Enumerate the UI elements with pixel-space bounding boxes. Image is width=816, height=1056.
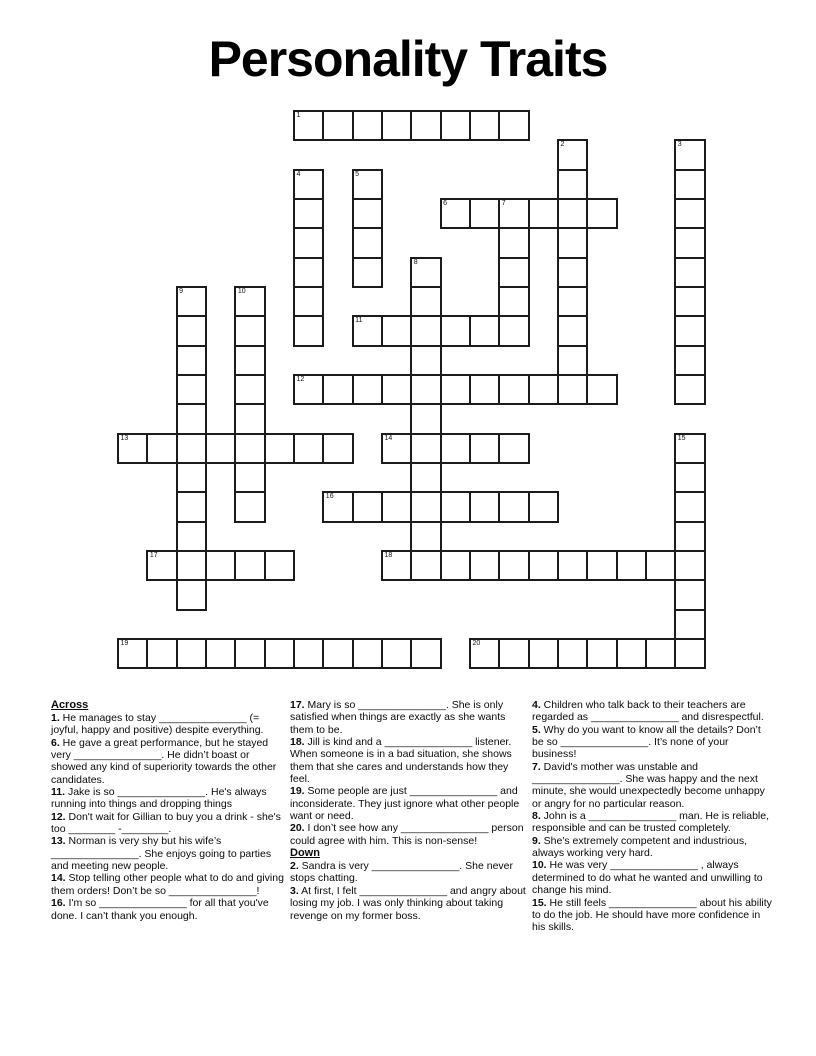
grid-cell-r0c9[interactable] <box>381 110 412 141</box>
clue-number: 15. <box>532 896 547 909</box>
clue-11: 11. Jake is so _______________. He's always running into things and dropping things <box>51 786 267 811</box>
grid-cell-r3c14[interactable] <box>528 198 559 229</box>
grid-cell-r0c7[interactable] <box>322 110 353 141</box>
grid-cell-r11c11[interactable] <box>440 433 471 464</box>
grid-cell-r15c2[interactable] <box>176 550 207 581</box>
clue-14: 14. Stop telling other people what to do and giving them orders! Don’t be so _______________! <box>51 872 284 897</box>
clue-20: 20. I don’t see how any _______________ person could agree with him. This is non-sense! <box>290 822 524 847</box>
grid-cell-r18c12[interactable] <box>469 638 500 669</box>
clue-number: 5. <box>532 723 541 736</box>
grid-cell-r7c12[interactable] <box>469 315 500 346</box>
grid-cell-r11c5[interactable] <box>264 433 295 464</box>
clue-number: 17. <box>290 699 305 711</box>
clue-18: 18. Jill is kind and a _______________ listener. When someone is in a bad situation, she shows them that she cares and understands how they feel. <box>290 736 512 786</box>
grid-cell-r15c16[interactable] <box>586 550 617 581</box>
grid-cell-r13c14[interactable] <box>528 491 559 522</box>
cell-number-18: 18 <box>384 551 393 559</box>
grid-cell-r2c8[interactable] <box>352 169 383 200</box>
clues-column-2 <box>290 699 527 922</box>
grid-cell-r18c10[interactable] <box>410 638 441 669</box>
clue-8: 8. John is a _______________ man. He is reliable, responsible and can be trusted completely. <box>532 810 770 835</box>
grid-cell-r9c12[interactable] <box>469 374 500 405</box>
cell-number-1: 1 <box>296 112 301 119</box>
grid-cell-r2c19[interactable] <box>674 169 705 200</box>
grid-cell-r15c12[interactable] <box>469 550 500 581</box>
grid-cell-r7c9[interactable] <box>381 315 412 346</box>
grid-cell-r5c10[interactable] <box>410 257 441 288</box>
cell-number-2: 2 <box>560 141 565 149</box>
grid-cell-r3c6[interactable] <box>293 198 324 229</box>
clue-number: 7. <box>532 760 541 773</box>
grid-cell-r18c15[interactable] <box>557 638 588 669</box>
grid-cell-r11c12[interactable] <box>469 433 500 464</box>
grid-cell-r6c13[interactable] <box>498 286 529 317</box>
grid-cell-r13c13[interactable] <box>498 491 529 522</box>
grid-cell-r7c6[interactable] <box>293 315 324 346</box>
grid-cell-r11c2[interactable] <box>176 433 207 464</box>
grid-cell-r6c10[interactable] <box>410 286 441 317</box>
clue-number: 19. <box>290 785 305 798</box>
grid-cell-r15c19[interactable] <box>674 550 705 581</box>
grid-cell-r15c3[interactable] <box>205 550 236 581</box>
grid-cell-r18c5[interactable] <box>264 638 295 669</box>
grid-cell-r0c11[interactable] <box>440 110 471 141</box>
clue-number: 10. <box>532 859 547 872</box>
grid-cell-r13c2[interactable] <box>176 491 207 522</box>
grid-cell-r1c19[interactable] <box>674 139 705 170</box>
grid-cell-r15c15[interactable] <box>557 550 588 581</box>
clue-number: 1. <box>51 712 60 724</box>
grid-cell-r4c19[interactable] <box>674 227 705 258</box>
grid-cell-r18c9[interactable] <box>381 638 412 669</box>
clue-12: 12. Don't wait for Gillian to buy you a drink - she's too ________ -________. <box>51 810 281 836</box>
cell-number-6: 6 <box>443 199 448 207</box>
grid-cell-r3c16[interactable] <box>586 198 617 229</box>
grid-cell-r15c1[interactable] <box>146 550 177 581</box>
grid-cell-r9c16[interactable] <box>586 374 617 405</box>
grid-cell-r2c6[interactable] <box>293 169 324 200</box>
grid-cell-r6c15[interactable] <box>557 286 588 317</box>
grid-cell-r8c15[interactable] <box>557 345 588 376</box>
grid-cell-r0c8[interactable] <box>352 110 383 141</box>
grid-cell-r9c7[interactable] <box>322 374 353 405</box>
grid-cell-r6c4[interactable] <box>234 286 265 317</box>
cell-number-14: 14 <box>384 434 393 442</box>
grid-cell-r11c9[interactable] <box>381 433 412 464</box>
grid-cell-r5c15[interactable] <box>557 257 588 288</box>
grid-cell-r12c10[interactable] <box>410 462 441 493</box>
grid-cell-r3c11[interactable] <box>440 198 471 229</box>
grid-cell-r15c18[interactable] <box>645 550 676 581</box>
grid-cell-r18c1[interactable] <box>146 638 177 669</box>
grid-cell-r17c19[interactable] <box>674 609 705 640</box>
clue-16: 16. I'm so _______________ for all that you've done. I can’t thank you enough. <box>51 897 269 922</box>
grid-cell-r16c2[interactable] <box>176 579 207 610</box>
clue-19: 19. Some people are just _______________ and inconsiderate. They just ignore what other people want or need. <box>290 785 520 823</box>
cell-number-8: 8 <box>413 258 418 266</box>
grid-cell-r13c8[interactable] <box>352 491 383 522</box>
grid-cell-r8c2[interactable] <box>176 345 207 376</box>
clues-header-down: Down <box>290 847 320 860</box>
grid-cell-r13c10[interactable] <box>410 491 441 522</box>
grid-cell-r18c18[interactable] <box>645 638 676 669</box>
clue-13: 13. Norman is very shy but his wife’s _______________. She enjoys going to parties and meeting new people. <box>51 835 272 873</box>
grid-cell-r0c6[interactable] <box>293 110 324 141</box>
grid-cell-r13c19[interactable] <box>674 491 705 522</box>
grid-cell-r9c19[interactable] <box>674 374 705 405</box>
grid-cell-r13c12[interactable] <box>469 491 500 522</box>
grid-cell-r9c10[interactable] <box>410 374 441 405</box>
grid-cell-r11c6[interactable] <box>293 433 324 464</box>
grid-cell-r12c2[interactable] <box>176 462 207 493</box>
grid-cell-r18c13[interactable] <box>498 638 529 669</box>
grid-cell-r10c4[interactable] <box>234 403 265 434</box>
grid-cell-r13c7[interactable] <box>322 491 353 522</box>
cell-number-13: 13 <box>120 434 129 442</box>
grid-cell-r18c0[interactable] <box>117 638 148 669</box>
clue-5: 5. Why do you want to know all the details? Don’t be so _______________. It’s none of your business! <box>532 723 761 761</box>
grid-cell-r13c4[interactable] <box>234 491 265 522</box>
grid-cell-r14c19[interactable] <box>674 521 705 552</box>
clue-4: 4. Children who talk back to their teachers are regarded as _______________ and disrespectful. <box>532 699 764 724</box>
grid-cell-r1c15[interactable] <box>557 139 588 170</box>
grid-cell-r5c8[interactable] <box>352 257 383 288</box>
grid-cell-r15c9[interactable] <box>381 550 412 581</box>
grid-cell-r9c9[interactable] <box>381 374 412 405</box>
clue-number: 3. <box>290 884 299 897</box>
grid-cell-r15c13[interactable] <box>498 550 529 581</box>
grid-cell-r14c2[interactable] <box>176 521 207 552</box>
grid-cell-r6c2[interactable] <box>176 286 207 317</box>
clue-3: 3. At first, I felt _______________ and angry about losing my job. I was only thinking about taking revenge on my former boss. <box>290 884 526 922</box>
grid-cell-r5c19[interactable] <box>674 257 705 288</box>
grid-cell-r12c4[interactable] <box>234 462 265 493</box>
clue-number: 9. <box>532 834 541 847</box>
cell-number-5: 5 <box>355 170 360 178</box>
grid-cell-r8c4[interactable] <box>234 345 265 376</box>
cell-number-9: 9 <box>179 287 184 295</box>
clue-2: 2. Sandra is very _______________. She never stops chatting. <box>290 860 514 885</box>
grid-cell-r18c14[interactable] <box>528 638 559 669</box>
grid-cell-r11c4[interactable] <box>234 433 265 464</box>
grid-cell-r18c6[interactable] <box>293 638 324 669</box>
grid-cell-r15c14[interactable] <box>528 550 559 581</box>
clue-6: 6. He gave a great performance, but he stayed very _______________. He didn’t boast or showed any kind of superiority towards the other candidates. <box>51 736 277 786</box>
clue-17: 17. Mary is so _______________. She is only satisfied when things are exactly as she wants them to be. <box>290 699 506 736</box>
grid-cell-r9c14[interactable] <box>528 374 559 405</box>
grid-cell-r5c6[interactable] <box>293 257 324 288</box>
grid-cell-r7c8[interactable] <box>352 315 383 346</box>
grid-cell-r4c13[interactable] <box>498 227 529 258</box>
grid-cell-r16c19[interactable] <box>674 579 705 610</box>
grid-cell-r4c6[interactable] <box>293 227 324 258</box>
grid-cell-r15c11[interactable] <box>440 550 471 581</box>
cell-number-10: 10 <box>237 287 246 295</box>
grid-cell-r7c11[interactable] <box>440 315 471 346</box>
grid-cell-r4c15[interactable] <box>557 227 588 258</box>
grid-cell-r9c6[interactable] <box>293 374 324 405</box>
grid-cell-r18c16[interactable] <box>586 638 617 669</box>
clue-15: 15. He still feels _______________ about his ability to do the job. He should have more confidence in his skills. <box>532 896 772 934</box>
grid-cell-r3c13[interactable] <box>498 198 529 229</box>
grid-cell-r18c7[interactable] <box>322 638 353 669</box>
clues-header-across: Across <box>51 699 89 711</box>
grid-cell-r18c17[interactable] <box>616 638 647 669</box>
clues-column-1 <box>51 699 284 922</box>
grid-cell-r6c19[interactable] <box>674 286 705 317</box>
clue-number: 13. <box>51 835 66 848</box>
grid-cell-r7c13[interactable] <box>498 315 529 346</box>
grid-cell-r8c10[interactable] <box>410 345 441 376</box>
clue-number: 12. <box>51 810 66 823</box>
grid-cell-r15c5[interactable] <box>264 550 295 581</box>
clue-number: 11. <box>51 786 66 799</box>
grid-cell-r9c4[interactable] <box>234 374 265 405</box>
cell-number-15: 15 <box>677 434 686 442</box>
grid-cell-r18c8[interactable] <box>352 638 383 669</box>
cell-number-17: 17 <box>149 551 158 559</box>
grid-cell-r3c12[interactable] <box>469 198 500 229</box>
grid-cell-r9c15[interactable] <box>557 374 588 405</box>
grid-cell-r7c10[interactable] <box>410 315 441 346</box>
grid-cell-r6c6[interactable] <box>293 286 324 317</box>
clues-column-3 <box>532 699 774 934</box>
grid-cell-r10c10[interactable] <box>410 403 441 434</box>
grid-cell-r7c15[interactable] <box>557 315 588 346</box>
clue-10: 10. He was very _______________ , always determined to do what he wanted and unwilling to change his mind. <box>532 859 763 897</box>
grid-cell-r18c4[interactable] <box>234 638 265 669</box>
grid-cell-r14c10[interactable] <box>410 521 441 552</box>
grid-cell-r12c19[interactable] <box>674 462 705 493</box>
grid-cell-r0c13[interactable] <box>498 110 529 141</box>
cell-number-11: 11 <box>355 317 363 325</box>
page-title: Personality Traits <box>208 31 608 87</box>
grid-cell-r18c2[interactable] <box>176 638 207 669</box>
clue-number: 20. <box>290 822 305 835</box>
grid-cell-r15c17[interactable] <box>616 550 647 581</box>
cell-number-12: 12 <box>296 375 305 383</box>
grid-cell-r11c1[interactable] <box>146 433 177 464</box>
grid-cell-r11c3[interactable] <box>205 433 236 464</box>
clue-number: 4. <box>532 699 541 711</box>
grid-cell-r9c8[interactable] <box>352 374 383 405</box>
grid-cell-r15c4[interactable] <box>234 550 265 581</box>
grid-cell-r7c2[interactable] <box>176 315 207 346</box>
cell-number-16: 16 <box>325 493 334 501</box>
clue-1: 1. He manages to stay _______________ (= joyful, happy and positive) despite everything. <box>51 712 264 737</box>
grid-cell-r18c19[interactable] <box>674 638 705 669</box>
cell-number-7: 7 <box>501 199 506 207</box>
cell-number-4: 4 <box>296 170 301 178</box>
grid-cell-r11c19[interactable] <box>674 433 705 464</box>
cell-number-3: 3 <box>677 141 682 149</box>
grid-cell-r3c8[interactable] <box>352 198 383 229</box>
clue-number: 2. <box>290 860 299 873</box>
grid-cell-r10c2[interactable] <box>176 403 207 434</box>
grid-cell-r13c9[interactable] <box>381 491 412 522</box>
clue-number: 8. <box>532 810 541 823</box>
grid-cell-r3c19[interactable] <box>674 198 705 229</box>
grid-cell-r9c13[interactable] <box>498 374 529 405</box>
clue-9: 9. She's extremely competent and industrious, always working very hard. <box>532 834 748 860</box>
grid-cell-r13c11[interactable] <box>440 491 471 522</box>
clue-number: 18. <box>290 736 305 749</box>
grid-cell-r11c13[interactable] <box>498 433 529 464</box>
grid-cell-r0c10[interactable] <box>410 110 441 141</box>
grid-cell-r7c4[interactable] <box>234 315 265 346</box>
grid-cell-r5c13[interactable] <box>498 257 529 288</box>
grid-cell-r11c0[interactable] <box>117 433 148 464</box>
grid-cell-r9c2[interactable] <box>176 374 207 405</box>
clue-7: 7. David's mother was unstable and _______________. She was happy and the next minute, she would unexpectedly become unhappy or angry for no particular reason. <box>532 760 765 810</box>
grid-cell-r0c12[interactable] <box>469 110 500 141</box>
grid-cell-r18c3[interactable] <box>205 638 236 669</box>
grid-cell-r4c8[interactable] <box>352 227 383 258</box>
grid-cell-r3c15[interactable] <box>557 198 588 229</box>
grid-cell-r7c19[interactable] <box>674 315 705 346</box>
grid-cell-r9c11[interactable] <box>440 374 471 405</box>
grid-cell-r11c10[interactable] <box>410 433 441 464</box>
clue-number: 16. <box>51 897 66 910</box>
cell-number-20: 20 <box>472 639 481 647</box>
grid-cell-r8c19[interactable] <box>674 345 705 376</box>
grid-cell-r11c7[interactable] <box>322 433 353 464</box>
grid-cell-r15c10[interactable] <box>410 550 441 581</box>
cell-number-19: 19 <box>120 639 129 647</box>
clue-number: 6. <box>51 736 60 749</box>
grid-cell-r2c15[interactable] <box>557 169 588 200</box>
clue-number: 14. <box>51 872 66 885</box>
